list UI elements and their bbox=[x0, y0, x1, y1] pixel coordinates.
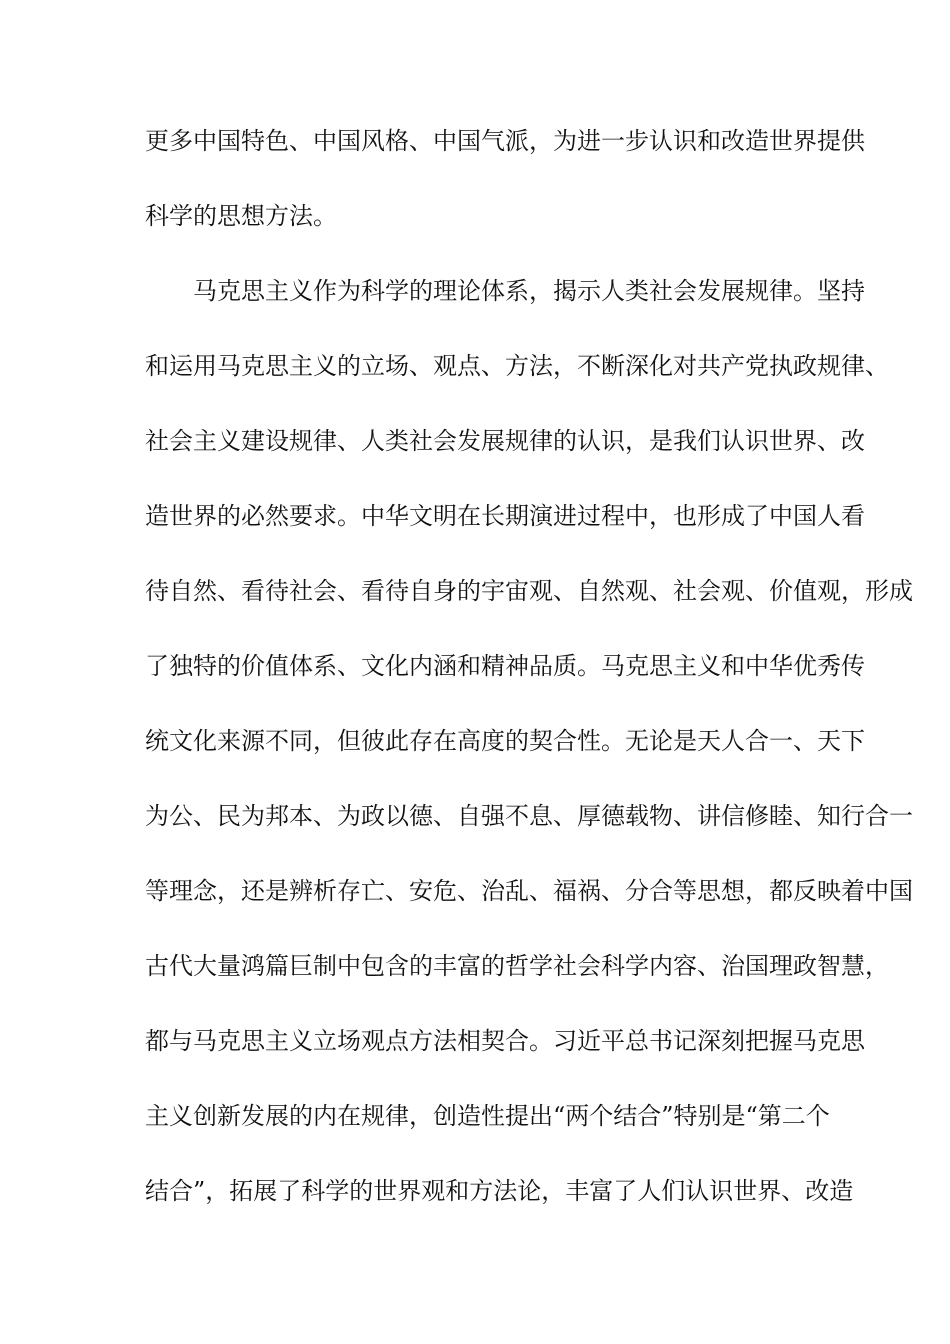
text-line: 都与马克思主义立场观点方法相契合。习近平总书记深刻把握马克思 bbox=[145, 1027, 865, 1055]
text-line: 了独特的价值体系、文化内涵和精神品质。马克思主义和中华优秀传 bbox=[145, 652, 865, 680]
text-line: 待自然、看待社会、看待自身的宇宙观、自然观、社会观、价值观，形成 bbox=[145, 577, 913, 605]
text-line: 马克思主义作为科学的理论体系，揭示人类社会发展规律。坚持 bbox=[193, 277, 865, 305]
text-line: 统文化来源不同，但彼此存在高度的契合性。无论是天人合一、天下 bbox=[145, 727, 865, 755]
text-line: 和运用马克思主义的立场、观点、方法，不断深化对共产党执政规律、 bbox=[145, 352, 889, 380]
text-line: 主义创新发展的内在规律，创造性提出“两个结合”特别是“第二个 bbox=[145, 1102, 830, 1130]
text-line: 更多中国特色、中国风格、中国气派，为进一步认识和改造世界提供 bbox=[145, 127, 865, 155]
body-text bbox=[145, 116, 913, 1241]
text-line: 古代大量鸿篇巨制中包含的丰富的哲学社会科学内容、治国理政智慧， bbox=[145, 952, 889, 980]
text-line: 为公、民为邦本、为政以德、自强不息、厚德载物、讲信修睦、知行合一 bbox=[145, 802, 913, 830]
text-line: 科学的思想方法。 bbox=[145, 202, 337, 230]
text-line: 等理念，还是辨析存亡、安危、治乱、福祸、分合等思想，都反映着中国 bbox=[145, 877, 913, 905]
text-line: 社会主义建设规律、人类社会发展规律的认识，是我们认识世界、改 bbox=[145, 427, 865, 455]
text-line: 结合”，拓展了科学的世界观和方法论，丰富了人们认识世界、改造 bbox=[145, 1177, 854, 1205]
text-line: 造世界的必然要求。中华文明在长期演进过程中，也形成了中国人看 bbox=[145, 502, 865, 530]
